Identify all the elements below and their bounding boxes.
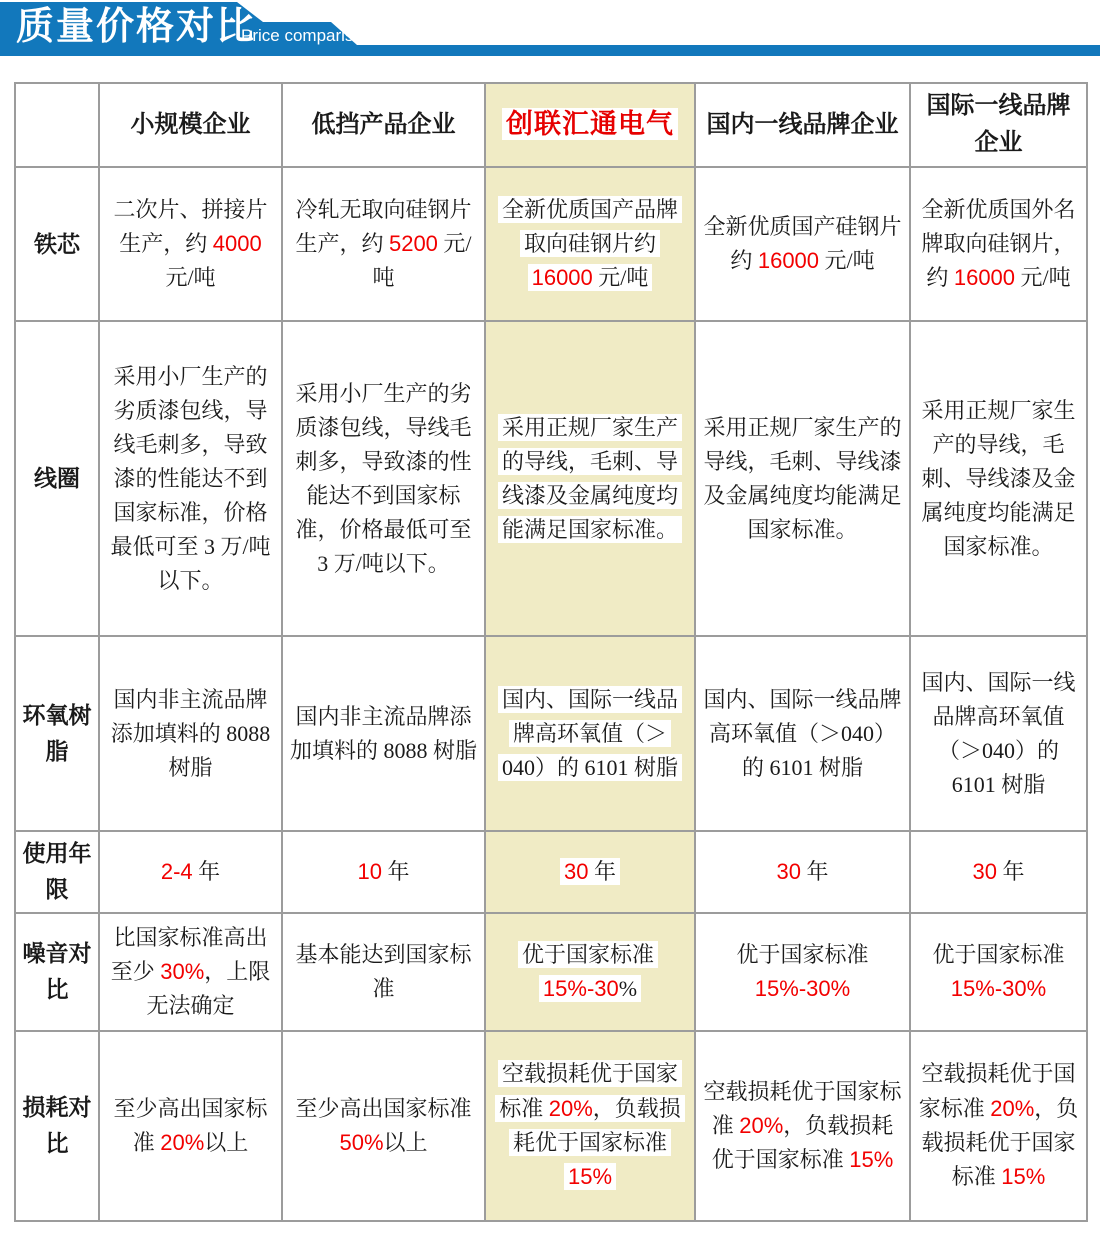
cell-text: ，负载损耗优于国家标准 (921, 1095, 1079, 1189)
table-cell (99, 1031, 282, 1221)
cell-text: 至少高出国家标准 (295, 1095, 472, 1121)
cell-text: 采用小厂生产的劣质漆包线，导线毛刺多，导致漆的性能达不到国家标准，价格最低可至 3 万/吨以下。 (295, 380, 472, 577)
table-cell (485, 913, 695, 1031)
cell-text: 空载损耗优于国家标准 (499, 1061, 678, 1121)
cell-text: 元/吨 (372, 231, 472, 291)
cell-text: 优于国家标准 (521, 941, 654, 967)
table-cell (910, 636, 1087, 831)
cell-text: 以上 (383, 1129, 428, 1155)
emphasis-value: 30 (776, 858, 801, 884)
table-cell (99, 636, 282, 831)
page-subtitle: Price comparison (241, 26, 373, 45)
emphasis-value: 30 (564, 858, 589, 884)
table-row (15, 831, 1087, 912)
brand-column-label: 创联汇通电气 (502, 108, 678, 140)
table-cell (99, 831, 282, 912)
table-cell (99, 913, 282, 1031)
cell-text: 冷轧无取向硅钢片生产，约 (295, 197, 472, 257)
cell-text: 国内、国际一线品牌高环氧值（＞040）的 6101 树脂 (703, 686, 902, 780)
cell-text: 采用正规厂家生产的导线，毛刺、导线漆及金属纯度均能满足国家标准。 (703, 414, 902, 542)
cell-text: 元/吨 (819, 248, 875, 274)
table-row (15, 1031, 1087, 1221)
cell-text: 元/吨 (165, 265, 216, 291)
emphasis-value: 20% (739, 1112, 784, 1138)
emphasis-value: 15%-30% (754, 975, 851, 1001)
table-row (15, 636, 1087, 831)
emphasis-value: 15% (849, 1146, 894, 1172)
table-row (15, 167, 1087, 321)
table-cell (695, 636, 910, 831)
table-cell (282, 831, 485, 912)
banner (0, 0, 1100, 56)
cell-text: 国内非主流品牌添加填料的 8088 树脂 (110, 686, 271, 780)
table-cell (282, 913, 485, 1031)
row-header-cell: 线圈 (15, 321, 99, 636)
table-cell (485, 321, 695, 636)
emphasis-value: 15%-30 (542, 975, 619, 1001)
highlighted-text (498, 196, 682, 291)
cell-text: 以上 (204, 1129, 249, 1155)
emphasis-value: 20% (548, 1095, 593, 1121)
cell-text: 年 (381, 858, 410, 884)
column-header-cell: 低挡产品企业 (282, 83, 485, 167)
emphasis-value: 4000 (212, 231, 262, 257)
corner-cell (15, 83, 99, 167)
cell-text: % (618, 975, 638, 1001)
cell-text: 比国家标准高出至少 (110, 924, 268, 984)
table-cell (695, 1031, 910, 1221)
table-cell (282, 1031, 485, 1221)
cell-text: 采用正规厂家生产的导线，毛刺、导线漆及金属纯度均能满足国家标准。 (921, 397, 1076, 560)
cell-text: 二次片、拼接片生产，约 (113, 197, 268, 257)
cell-text: 全新优质国外名牌取向硅钢片，约 (921, 197, 1076, 291)
cell-text: 采用正规厂家生产的导线，毛刺、导线漆及金属纯度均能满足国家标准。 (501, 414, 678, 542)
table-header-row (15, 83, 1087, 167)
table-row (15, 321, 1087, 636)
row-header-cell: 噪音对比 (15, 913, 99, 1031)
table-cell (910, 1031, 1087, 1221)
cell-text: 年 (800, 858, 829, 884)
table-cell (695, 167, 910, 321)
table-cell (910, 831, 1087, 912)
table-cell (485, 831, 695, 912)
table-cell (99, 167, 282, 321)
highlighted-text (518, 941, 658, 1002)
cell-text: 年 (996, 858, 1025, 884)
table-cell (282, 167, 485, 321)
cell-text: 空载损耗优于国家标准 (918, 1061, 1076, 1121)
cell-text: 元/吨 (1015, 265, 1071, 291)
row-header-cell: 损耗对比 (15, 1031, 99, 1221)
column-header-cell: 国际一线品牌企业 (910, 83, 1087, 167)
table-cell (910, 913, 1087, 1031)
cell-text: 元/吨 (592, 265, 649, 291)
table-body (15, 167, 1087, 1220)
cell-text: 全新优质国产硅钢片约 (703, 214, 902, 274)
column-header-cell (485, 83, 695, 167)
emphasis-value: 15%-30% (950, 975, 1047, 1001)
cell-text: 国内、国际一线品牌高环氧值（＞040）的 6101 树脂 (921, 669, 1076, 797)
row-header-cell: 铁芯 (15, 167, 99, 321)
table-container (14, 82, 1086, 1222)
cell-text: 国内非主流品牌添加填料的 8088 树脂 (289, 703, 477, 763)
emphasis-value: 5200 (388, 231, 438, 257)
table-cell (99, 321, 282, 636)
cell-text: ，上限无法确定 (146, 958, 271, 1018)
emphasis-value: 30 (972, 858, 997, 884)
emphasis-value: 30% (160, 958, 205, 984)
emphasis-value: 50% (339, 1129, 384, 1155)
emphasis-value: 10 (357, 858, 382, 884)
cell-text: 至少高出国家标准 (113, 1095, 268, 1155)
cell-text: 采用小厂生产的劣质漆包线，导线毛刺多，导致漆的性能达不到国家标准，价格最低可至 3 万/吨以下。 (110, 363, 271, 594)
table-cell (910, 321, 1087, 636)
table-cell (282, 636, 485, 831)
emphasis-value: 15% (567, 1163, 613, 1189)
table-row (15, 913, 1087, 1031)
emphasis-value: 15% (1001, 1163, 1046, 1189)
highlighted-text (495, 1060, 685, 1189)
cell-text: 基本能达到国家标准 (295, 941, 472, 1001)
cell-text: 年 (192, 858, 221, 884)
column-header-cell: 国内一线品牌企业 (695, 83, 910, 167)
row-header-cell: 使用年限 (15, 831, 99, 912)
emphasis-value: 16000 (757, 248, 820, 274)
table-cell (282, 321, 485, 636)
highlighted-text (498, 414, 682, 543)
table-cell (485, 1031, 695, 1221)
cell-text: 空载损耗优于国家标准 (703, 1078, 902, 1138)
page-title: 质量价格对比 (16, 6, 257, 48)
row-header-cell: 环氧树脂 (15, 636, 99, 831)
column-header-cell: 小规模企业 (99, 83, 282, 167)
table-cell (485, 636, 695, 831)
cell-text: 国内、国际一线品牌高环氧值（＞040）的 6101 树脂 (501, 686, 678, 780)
emphasis-value: 20% (160, 1129, 205, 1155)
cell-text: ，负载损耗优于国家标准 (512, 1095, 681, 1155)
cell-text: 优于国家标准 (932, 941, 1065, 967)
table-cell (485, 167, 695, 321)
cell-text: ，负载损耗优于国家标准 (711, 1112, 894, 1172)
emphasis-value: 16000 (953, 265, 1016, 291)
cell-text: 年 (588, 858, 616, 884)
emphasis-value: 20% (990, 1095, 1035, 1121)
table-cell (910, 167, 1087, 321)
emphasis-value: 2-4 (160, 858, 193, 884)
highlighted-text (560, 858, 620, 885)
table-cell (695, 321, 910, 636)
table-cell (695, 831, 910, 912)
emphasis-value: 16000 (531, 265, 593, 291)
cell-text: 全新优质国产品牌取向硅钢片约 (501, 197, 678, 257)
cell-text: 优于国家标准 (736, 941, 869, 967)
highlighted-text (498, 686, 682, 781)
comparison-table (14, 82, 1088, 1222)
table-cell (695, 913, 910, 1031)
